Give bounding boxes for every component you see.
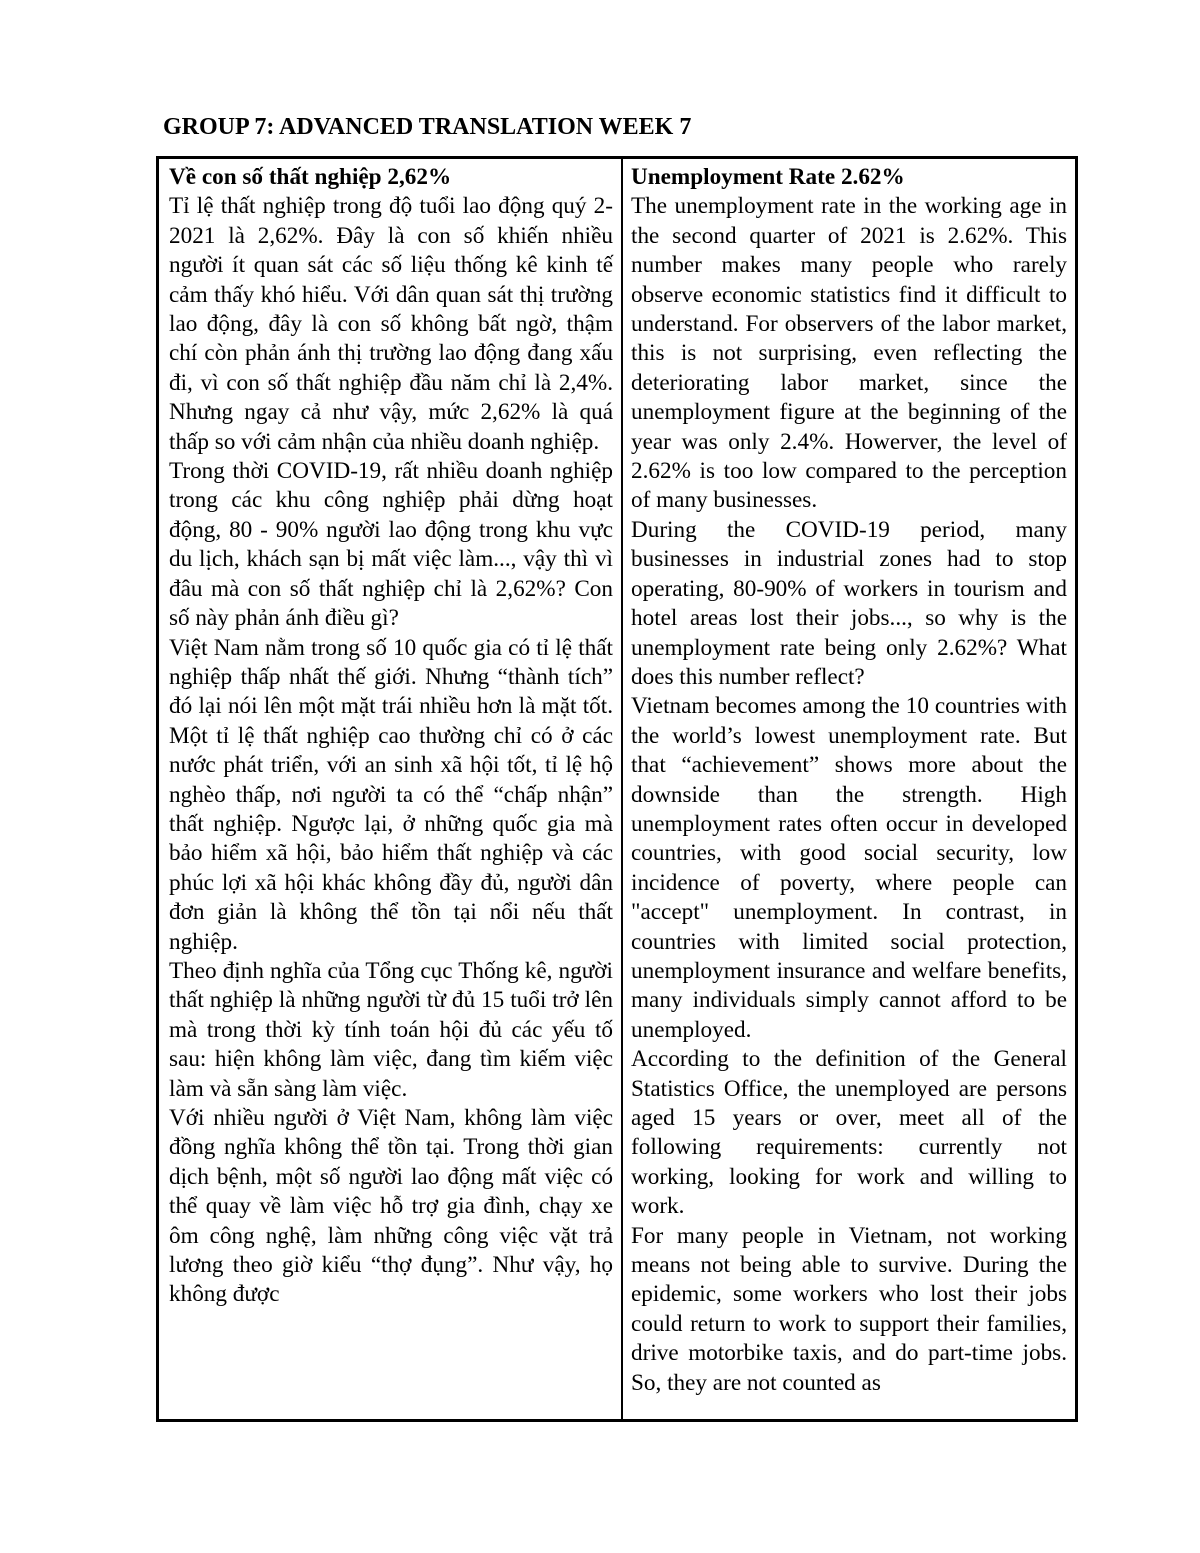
english-paragraph-4: According to the definition of the General Statistics Office, the unemployed are persons aged 15 years or over, meet all of the following requirements: currently not working, looking for work and willing to work.	[631, 1046, 1067, 1220]
english-paragraph-3: Vietnam becomes among the 10 countries with the world’s lowest unemployment rate. But that “achievement” shows more about the downside than the strength. High unemployment rates often occur in developed countries, with good social security, low incidence of poverty, where people can "accept" unemployment. In contrast, in countries with limited social protection, unemployment insurance and welfare benefits, many individuals simply cannot afford to be unemployed.	[631, 693, 1067, 1043]
vietnamese-column	[159, 159, 623, 1419]
english-paragraph-1: The unemployment rate in the working age in the second quarter of 2021 is 2.62%. This number makes many people who rarely observe economic statistics find it difficult to understand. For observers of the labor market, this is not surprising, even reflecting the deteriorating labor market, since the unemployment figure at the beginning of the year was only 2.4%. Howerver, the level of 2.62% is too low compared to the perception of many businesses.	[631, 193, 1067, 514]
english-paragraph-2: During the COVID-19 period, many businesses in industrial zones had to stop operating, 80-90% of workers in tourism and hotel areas lost their jobs..., so why is the unemployment rate being only 2.62%? What does this number reflect?	[631, 516, 1067, 690]
translation-table	[156, 156, 1078, 1422]
vietnamese-paragraph-4: Theo định nghĩa của Tổng cục Thống kê, người thất nghiệp là những người từ đủ 15 tuổi trở lên mà trong thời kỳ tính toán hội đủ các yếu tố sau: hiện không làm việc, đang tìm kiếm việc làm và sẵn sàng làm việc.	[169, 957, 613, 1102]
english-heading: Unemployment Rate 2.62%	[631, 164, 905, 190]
document-title: GROUP 7: ADVANCED TRANSLATION WEEK 7	[163, 114, 692, 140]
vietnamese-heading: Về con số thất nghiệp 2,62%	[169, 164, 452, 190]
vietnamese-paragraph-2: Trong thời COVID-19, rất nhiều doanh nghiệp trong các khu công nghiệp phải dừng hoạt động, 80 - 90% người lao động trong khu vực du lịch, khách sạn bị mất việc làm..., vậy thì vì đâu mà con số thất nghiệp chỉ là 2,62%? Con số này phản ánh điều gì?	[169, 458, 613, 632]
english-paragraph-5: For many people in Vietnam, not working means not being able to survive. During the epidemic, some workers who lost their jobs could return to work to support their families, drive motorbike taxis, and do part-time jobs. So, they are not counted as	[631, 1222, 1067, 1396]
vietnamese-paragraph-5: Với nhiều người ở Việt Nam, không làm việc đồng nghĩa không thể tồn tại. Trong thời gian dịch bệnh, một số người lao động mất việc có thể quay về làm việc hỗ trợ gia đình, chạy xe ôm công nghệ, làm những công việc vặt trả lương theo giờ kiểu “thợ đụng”. Như vậy, họ không được	[169, 1105, 613, 1308]
english-column	[623, 159, 1075, 1419]
vietnamese-paragraph-3: Việt Nam nằm trong số 10 quốc gia có tỉ lệ thất nghiệp thấp nhất thế giới. Nhưng “thành tích” đó lại nói lên một mặt trái nhiều hơn là mặt tốt. Một tỉ lệ thất nghiệp cao thường chỉ có ở các nước phát triển, với an sinh xã hội tốt, tỉ lệ hộ nghèo thấp, nơi người ta có thể “chấp nhận” thất nghiệp. Ngược lại, ở những quốc gia mà bảo hiểm xã hội, bảo hiểm thất nghiệp và các phúc lợi xã hội khác không đầy đủ, người dân đơn giản là không thể tồn tại nổi nếu thất nghiệp.	[169, 634, 613, 955]
vietnamese-paragraph-1: Tỉ lệ thất nghiệp trong độ tuổi lao động quý 2-2021 là 2,62%. Đây là con số khiến nhiều người ít quan sát các số liệu thống kê kinh tế cảm thấy khó hiểu. Với dân quan sát thị trường lao động, đây là con số không bất ngờ, thậm chí còn phản ánh thị trường lao động đang xấu đi, vì con số thất nghiệp đầu năm chỉ là 2,4%. Nhưng ngay cả như vậy, mức 2,62% là quá thấp so với cảm nhận của nhiều doanh nghiệp.	[169, 193, 613, 455]
